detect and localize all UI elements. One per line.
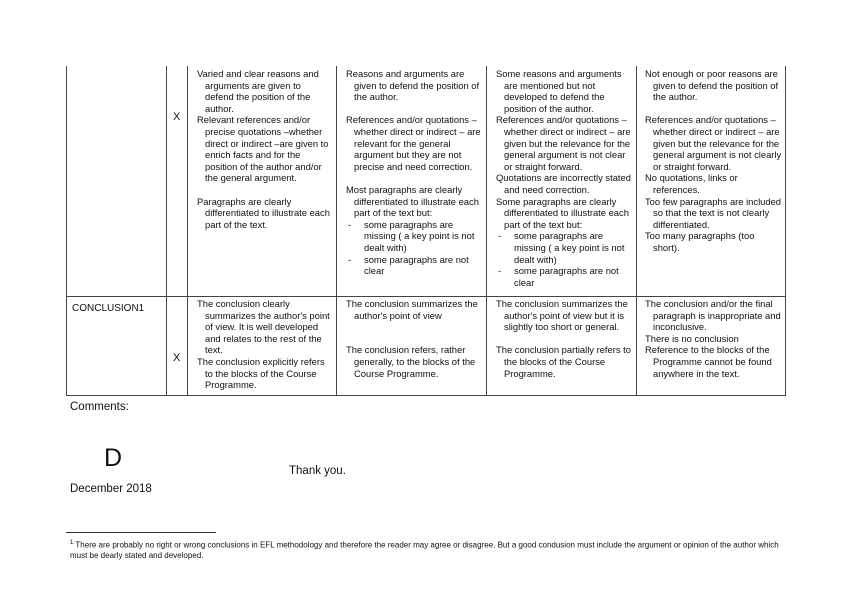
paragraph-gap <box>496 333 632 345</box>
table-border-left <box>66 66 67 396</box>
table-border-bottom <box>66 395 786 396</box>
paragraph-gap <box>346 333 482 345</box>
criteria-text: The conclusion partially refers to the blocks of the Course Programme. <box>496 344 631 379</box>
bullet-item: - some paragraphs are missing ( a key point is not dealt with) <box>346 219 482 254</box>
column-divider <box>336 66 337 396</box>
criteria-text: References and/or quotations –whether direct or indirect – are given but the relevance for the general argument is not clearly or straight forward. <box>645 114 782 172</box>
column-divider <box>166 66 167 396</box>
footnote-separator <box>66 532 216 533</box>
bullet-item: - some paragraphs are not clear <box>496 265 632 288</box>
criteria-text: The conclusion explicitly refers to the blocks of the Course Programme. <box>197 355 325 391</box>
criteria-text: Too many paragraphs (too short). <box>645 230 755 253</box>
date-text: December 2018 <box>70 483 152 495</box>
criteria-cell <box>346 68 482 277</box>
thanks-text: Thank you. <box>289 465 346 477</box>
criteria-cell <box>197 298 332 391</box>
paragraph-gap <box>197 184 332 196</box>
criteria-cell <box>346 298 482 379</box>
criteria-text: The conclusion refers, rather generally, to the blocks of the Course Programme. <box>346 344 476 379</box>
comments-label: Comments: <box>70 401 129 413</box>
grade-letter: D <box>104 444 123 472</box>
criteria-text: Reference to the blocks of the Programme cannot be found anywhere in the text. <box>645 344 772 379</box>
criteria-text: References and/or quotations –whether direct or indirect – are relevant for the general argument but they are not precise and need correction. <box>346 114 481 172</box>
footnote-text: There are probably no right or wrong conclusions in EFL methodology and therefore the reader may agree or disagree. But a good condusion must include the argument or opinion of the author which must be dearly stated and developed. <box>70 540 779 561</box>
criteria-text: The conclusion and/or the final paragraph is inappropriate and inconclusive. <box>645 298 781 333</box>
criteria-text: No quotations, links or references. <box>645 172 738 195</box>
rubric-table <box>66 66 786 396</box>
criteria-text: Reasons and arguments are given to defend the position of the author. <box>346 68 480 103</box>
paragraph-gap <box>346 321 482 333</box>
criteria-text: The conclusion summarizes the author's point of view but it is slightly too short or general. <box>496 298 628 333</box>
paragraph-gap <box>645 103 783 115</box>
paragraph-gap <box>346 103 482 115</box>
row-label: CONCLUSION1 <box>72 303 145 314</box>
criteria-text: There is no conclusion <box>645 332 739 344</box>
criteria-text: Some paragraphs are clearly differentiated to illustrate each part of the text but: <box>496 195 629 230</box>
bullet-item: - some paragraphs are missing ( a key point is not dealt with) <box>496 230 632 265</box>
criteria-text: Not enough or poor reasons are given to defend the position of the author. <box>645 68 779 103</box>
selection-mark: X <box>173 111 181 123</box>
criteria-cell <box>645 68 783 254</box>
criteria-text: Too few paragraphs are included so that the text is not clearly differentiated. <box>645 195 782 230</box>
table-border-right <box>785 66 786 396</box>
column-divider <box>187 66 188 396</box>
column-divider <box>486 66 487 396</box>
selection-mark: X <box>173 352 181 364</box>
criteria-cell <box>496 298 632 379</box>
criteria-cell <box>197 68 332 230</box>
criteria-text: Most paragraphs are clearly differentiated to illustrate each part of the text but: <box>346 183 479 219</box>
criteria-text: Some reasons and arguments are mentioned but not developed to defend the position of the author. <box>496 68 622 114</box>
criteria-text: Varied and clear reasons and arguments are given to defend the position of the author. <box>197 68 319 114</box>
criteria-cell <box>496 68 632 288</box>
criteria-text: The conclusion summarizes the author's point of view <box>346 298 478 321</box>
criteria-text: The conclusion clearly summarizes the author's point of view. It is well developed and relates to the rest of the text. <box>197 298 330 356</box>
column-divider <box>636 66 637 396</box>
footnote <box>70 538 782 562</box>
criteria-text: Quotations are incorrectly stated and need correction. <box>496 172 631 195</box>
paragraph-gap <box>346 172 482 184</box>
criteria-cell <box>645 298 783 379</box>
criteria-text: Paragraphs are clearly differentiated to illustrate each part of the text. <box>197 195 330 230</box>
bullet-item: - some paragraphs are not clear <box>346 254 482 277</box>
footnote-marker: 1 <box>70 540 74 546</box>
criteria-text: Relevant references and/or precise quotations –whether direct or indirect –are given to enrich facts and for the position of the author and/or the general argument. <box>197 114 329 184</box>
row-divider <box>66 296 786 297</box>
criteria-text: References and/or quotations –whether direct or indirect – are given but the relevance for the general argument is not clear or straight forward. <box>496 114 631 172</box>
